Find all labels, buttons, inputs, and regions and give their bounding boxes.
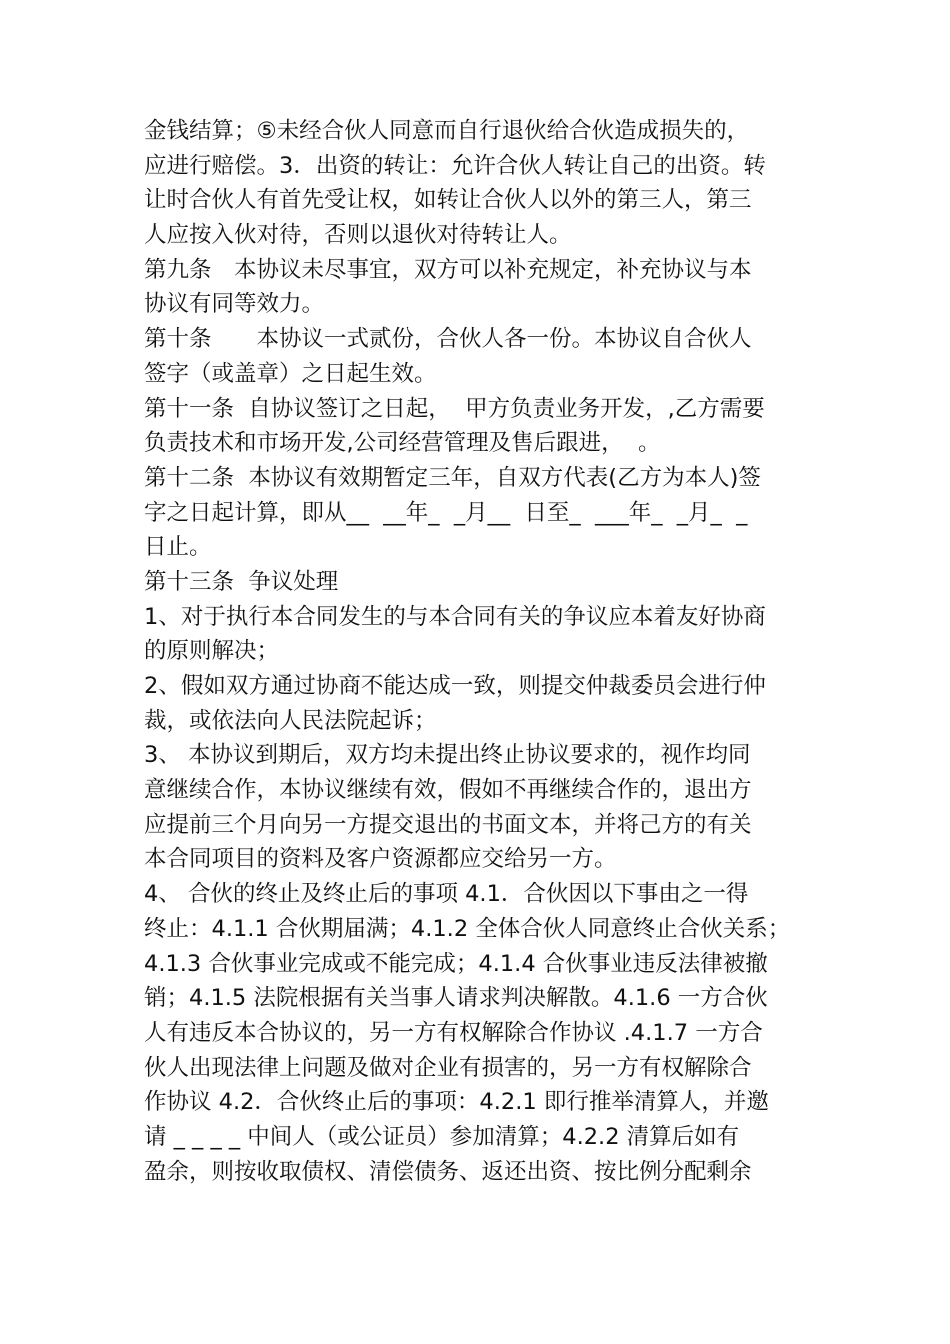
text-line: 4、 合伙的终止及终止后的事项 4.1．合伙因以下事由之一得 <box>144 881 749 908</box>
text-line: 应提前三个月向另一方提交退出的书面文本，并将己方的有关 <box>144 811 752 838</box>
text-line: 4.1.3 合伙事业完成或不能完成；4.1.4 合伙事业违反法律被撤 <box>144 950 768 977</box>
text-line: 第十条 本协议一式贰份，合伙人各一份。本协议自合伙人 <box>144 326 752 353</box>
text-line: 让时合伙人有首先受让权，如转让合伙人以外的第三人，第三 <box>144 187 752 214</box>
text-line: 人应按入伙对待，否则以退伙对待转让人。 <box>144 222 572 249</box>
text-line: 意继续合作，本协议继续有效，假如不再继续合作的，退出方 <box>144 777 752 804</box>
text-line: 1、对于执行本合同发生的与本合同有关的争议应本着友好协商 <box>144 603 766 630</box>
text-line: 本合同项目的资料及客户资源都应交给另一方。 <box>144 846 617 873</box>
text-line: 2、假如双方通过协商不能达成一致，则提交仲裁委员会进行仲 <box>144 673 766 699</box>
text-line: 第十三条 争议处理 <box>144 568 339 595</box>
text-line: 盈余，则按收取债权、清偿债务、返还出资、按比例分配剩余 <box>144 1158 752 1185</box>
text-line: 第十一条 自协议签订之日起， 甲方负责业务开发，,乙方需要 <box>144 395 765 422</box>
text-line: 协议有同等效力。 <box>144 291 325 318</box>
text-line: 第十二条 本协议有效期暂定三年，自双方代表(乙方为本人)签 <box>144 464 761 491</box>
text-line: 日止。 <box>144 534 212 561</box>
text-line: 应进行赔偿。3．出资的转让：允许合伙人转让自己的出资。转 <box>144 152 766 179</box>
document-body <box>144 114 824 1189</box>
text-line: 字之日起计算，即从__ __年_ _月__ 日至_ ___年_ _月_ _ <box>144 499 748 526</box>
text-line: 签字（或盖章）之日起生效。 <box>144 360 437 387</box>
text-line: 请 _ _ _ _ 中间人（或公证员）参加清算；4.2.2 清算后如有 <box>144 1123 740 1150</box>
text-line: 销；4.1.5 法院根据有关当事人请求判决解散。4.1.6 一方合伙 <box>144 985 768 1012</box>
text-line: 金钱结算；⑤未经合伙人同意而自行退伙给合伙造成损失的， <box>144 118 750 144</box>
text-line: 人有违反本合协议的，另一方有权解除合作协议 .4.1.7 一方合 <box>144 1019 763 1046</box>
text-line: 3、 本协议到期后，双方均未提出终止协议要求的，视作均同 <box>144 742 751 769</box>
text-line: 第九条 本协议未尽事宜，双方可以补充规定，补充协议与本 <box>144 256 752 283</box>
text-line: 伙人出现法律上问题及做对企业有损害的，另一方有权解除合 <box>144 1054 752 1081</box>
text-line: 裁，或依法向人民法院起诉； <box>144 707 437 734</box>
text-line: 作协议 4.2．合伙终止后的事项：4.2.1 即行推举清算人，并邀 <box>144 1089 769 1116</box>
text-line: 的原则解决； <box>144 638 280 665</box>
text-line: 终止：4.1.1 合伙期届满；4.1.2 全体合伙人同意终止合伙关系； <box>144 915 791 942</box>
text-line: 负责技术和市场开发,公司经营管理及售后跟进， 。 <box>144 430 661 457</box>
